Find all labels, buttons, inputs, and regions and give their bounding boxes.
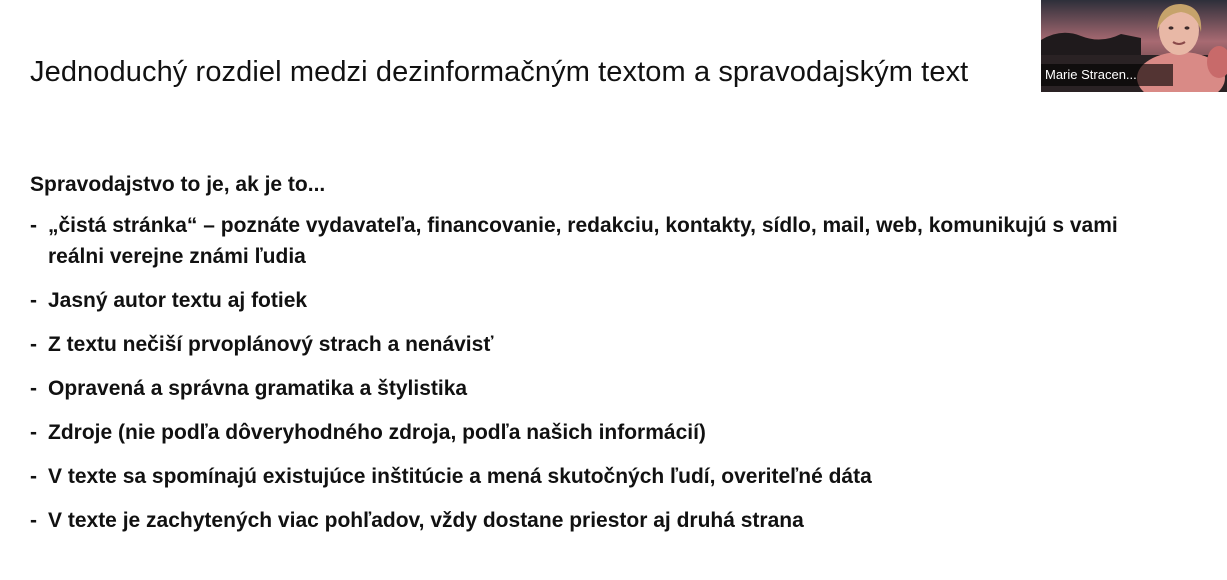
bullet-text: V texte sa spomínajú existujúce inštitúcie a mená skutočných ľudí, overiteľné dáta (48, 465, 872, 488)
participant-name-label: Marie Stracen... (1041, 64, 1173, 86)
bullet-text: „čistá stránka“ – poznáte vydavateľa, financovanie, redakciu, kontakty, sídlo, mail, web, komunikujú s vami reálni verejne známi ľudia (48, 214, 1118, 268)
bullet-dash: - (30, 333, 37, 356)
bullet-item (30, 505, 1130, 536)
bullet-item (30, 285, 1130, 316)
slide-subheading: Spravodajstvo to je, ak je to... (30, 173, 326, 196)
bullet-dash: - (30, 421, 37, 444)
bullet-dash: - (30, 465, 37, 488)
bullet-item (30, 417, 1130, 448)
slide-title: Jednoduchý rozdiel medzi dezinformačným textom a spravodajským text (30, 56, 969, 88)
bullet-text: Z textu nečiší prvoplánový strach a nenávisť (48, 333, 494, 356)
bullet-text: Opravená a správna gramatika a štylistika (48, 377, 468, 400)
bullet-list (30, 210, 1130, 549)
bullet-dash: - (30, 289, 37, 312)
bullet-item (30, 373, 1130, 404)
bullet-dash: - (30, 377, 37, 400)
bullet-text: Jasný autor textu aj fotiek (48, 289, 308, 312)
bullet-item (30, 461, 1130, 492)
bullet-dash: - (30, 509, 37, 532)
bullet-dash: - (30, 214, 37, 237)
bullet-text: V texte je zachytených viac pohľadov, vždy dostane priestor aj druhá strana (48, 509, 804, 532)
bullet-item (30, 329, 1130, 360)
bullet-item (30, 210, 1130, 272)
bullet-text: Zdroje (nie podľa dôveryhodného zdroja, podľa našich informácií) (48, 421, 706, 444)
